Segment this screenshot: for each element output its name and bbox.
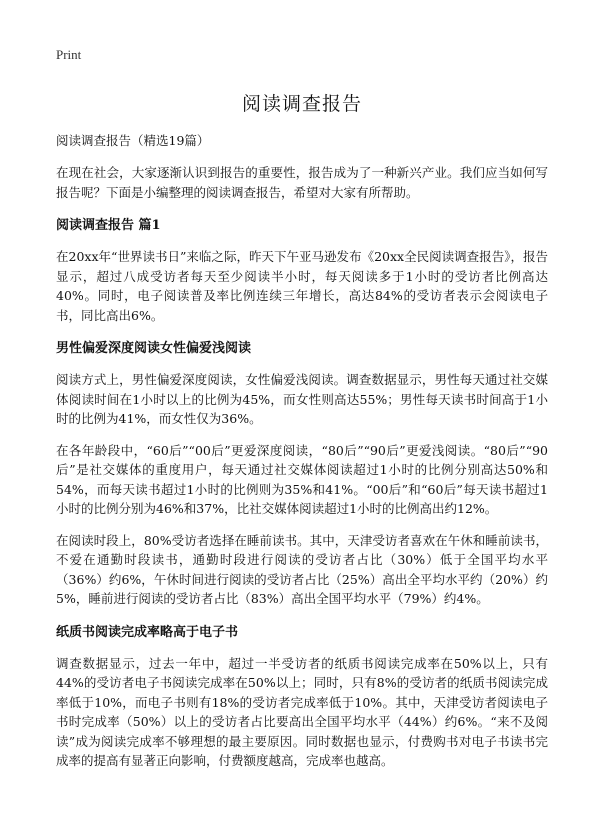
page-title: 阅读调查报告 [241,93,362,115]
section-2-paragraph-1: 阅读方式上，男性偏爱深度阅读，女性偏爱浅阅读。调查数据显示，男性每天通过社交媒体阅读时间在1小时以上的比例为45%，而女性则高达55%；男性每天读书时间高于1小时的比例为41%，而女性仅为36%。 [56,372,548,426]
section-2-paragraph-3: 在阅读时段上，80%受访者选择在睡前读书。其中，天津受访者喜欢在午休和睡前读书，不爱在通勤时段读书，通勤时段进行阅读的受访者占比（30%）低于全国平均水平（36%）约6%，午休时间进行阅读的受访者占比（25%）高出全平均水平约（20%）约5%，睡前进行阅读的受访者占比（83%）高出全国平均水平（79%）约4%。 [56,532,548,606]
section-3-heading: 纸质书阅读完成率略高于电子书 [56,624,239,640]
document-subtitle: 阅读调查报告（精选19篇） [56,133,210,148]
section-3-paragraph: 调查数据显示，过去一年中，超过一半受访者的纸质书阅读完成率在50%以上，只有44%的受访者电子书阅读完成率在50%以上；同时，只有8%的受访者的纸质书阅读完成率低于10%，而电子书则有18%的受访者完成率低于10%。其中，天津受访者阅读电子书时完成率（50%）以上的受访者占比要高出全国平均水平（44%）约6%。“来不及阅读”成为阅读完成率不够理想的最主要原因。同时数据也显示，付费购书对电子书读书完成率的提高有显著正向影响，付费额度越高，完成率也越高。 [56,655,548,768]
section-1-heading: 阅读调查报告 篇1 [56,218,161,233]
intro-paragraph: 在现在社会，大家逐渐认识到报告的重要性，报告成为了一种新兴产业。我们应当如何写报告呢？下面是小编整理的阅读调查报告，希望对大家有所帮助。 [56,165,548,200]
section-2-paragraph-2: 在各年龄段中，“60后”“00后”更爱深度阅读，“80后”“90后”更爱浅阅读。“80后”“90后”是社交媒体的重度用户，每天通过社交媒体阅读超过1小时的比例分别高达50%和54%，而每天读书超过1小时的比例则为35%和41%。“00后”和“60后”每天读书超过1小时的比例分别为46%和37%，比社交媒体阅读超过1小时的比例高出约12%。 [56,442,548,516]
section-2-heading: 男性偏爱深度阅读女性偏爱浅阅读 [56,341,252,356]
print-link[interactable]: Print [56,47,82,62]
section-1-paragraph: 在20xx年“世界读书日”来临之际，昨天下午亚马逊发布《20xx全民阅读调查报告》，报告显示，超过八成受访者每天至少阅读半小时，每天阅读多于1小时的受访者比例高达40%。同时，电子阅读普及率比例连续三年增长，高达84%的受访者表示会阅读电子书，同比高出6%。 [56,249,548,323]
